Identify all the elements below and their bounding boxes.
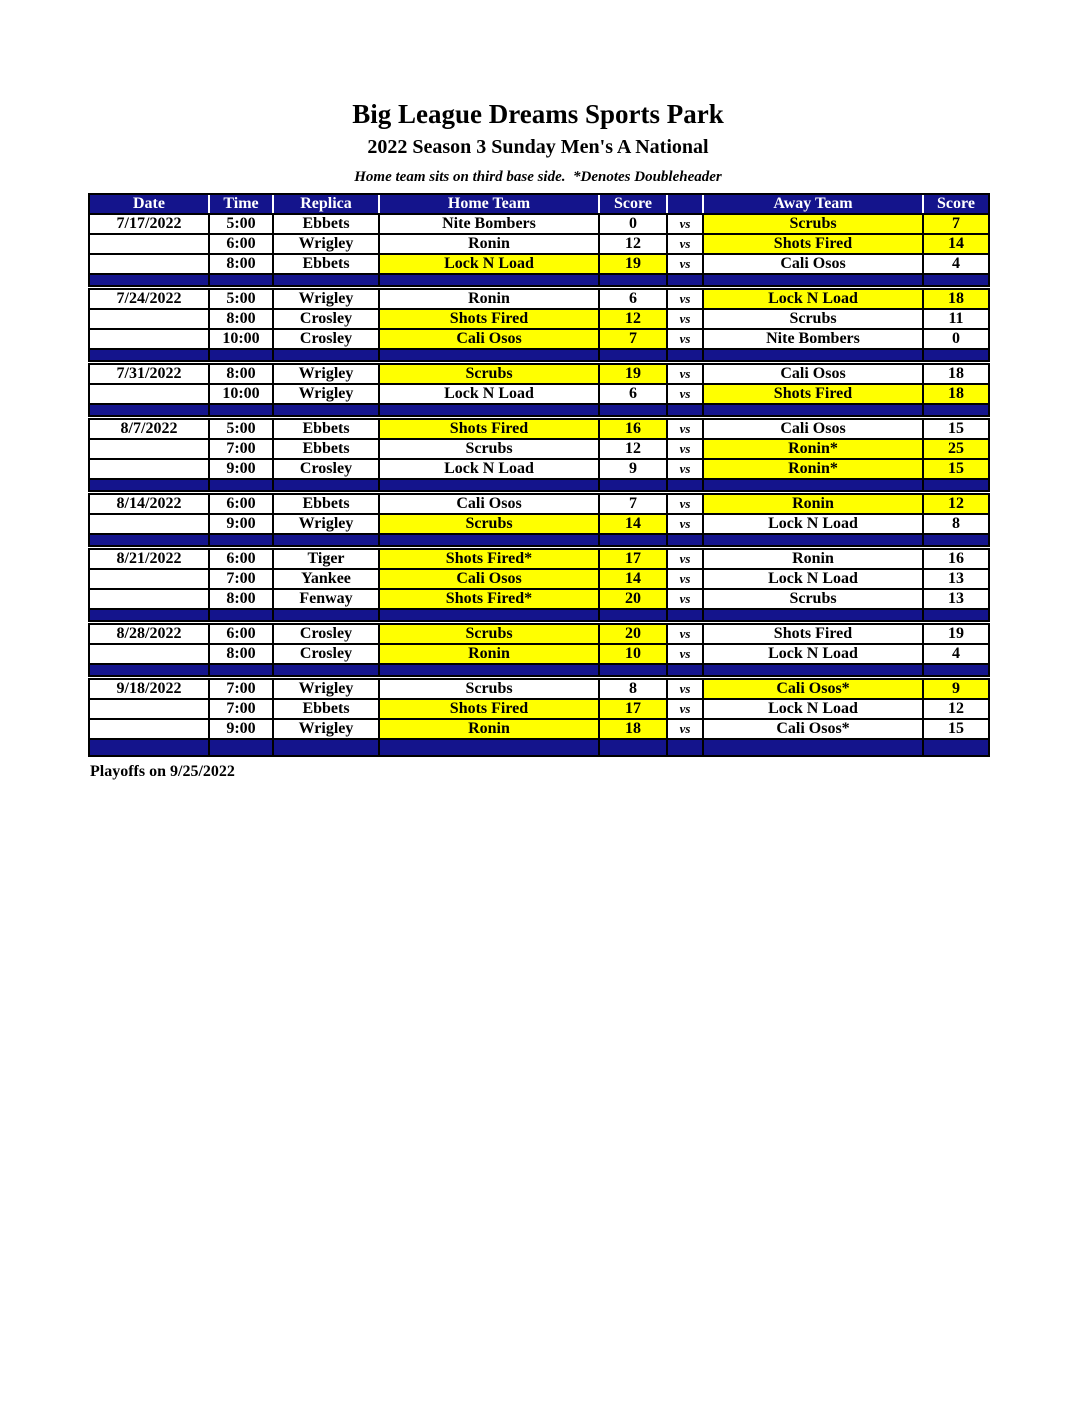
separator-row-cell [209, 739, 273, 756]
separator-row-cell [667, 404, 703, 416]
separator-row-cell [273, 404, 379, 416]
replica-cell: Wrigley [273, 384, 379, 404]
separator-row-cell [599, 664, 667, 676]
separator-row-cell [209, 274, 273, 286]
away-team-cell: Shots Fired [703, 234, 923, 254]
time-cell: 5:00 [209, 214, 273, 234]
away-team-cell: Cali Osos* [703, 719, 923, 739]
separator-row-cell [599, 274, 667, 286]
replica-cell: Wrigley [273, 364, 379, 384]
separator-row-cell [379, 609, 599, 621]
date-cell [89, 514, 209, 534]
schedule-table [88, 193, 990, 757]
away-score-cell: 11 [923, 309, 989, 329]
away-score-cell: 13 [923, 569, 989, 589]
separator-row-cell [209, 664, 273, 676]
vs-cell: vs [667, 719, 703, 739]
separator-row-cell [667, 349, 703, 361]
separator-row-cell [379, 739, 599, 756]
title-block [88, 100, 988, 186]
game-row [89, 699, 989, 719]
replica-cell: Wrigley [273, 289, 379, 309]
separator-row-cell [273, 349, 379, 361]
away-team-cell: Ronin [703, 494, 923, 514]
game-row [89, 589, 989, 609]
away-team-cell: Shots Fired [703, 624, 923, 644]
away-team-cell: Cali Osos [703, 364, 923, 384]
separator-row-cell [599, 479, 667, 491]
home-team-cell: Lock N Load [379, 384, 599, 404]
time-cell: 8:00 [209, 309, 273, 329]
separator-row-cell [379, 534, 599, 546]
replica-cell: Ebbets [273, 419, 379, 439]
separator-row-cell [703, 349, 923, 361]
vs-cell: vs [667, 329, 703, 349]
separator-row [89, 404, 989, 416]
replica-cell: Crosley [273, 644, 379, 664]
away-score-cell: 15 [923, 419, 989, 439]
separator-row-cell [89, 664, 209, 676]
table-header-row [89, 194, 989, 214]
away-team-cell: Scrubs [703, 309, 923, 329]
vs-cell: vs [667, 459, 703, 479]
away-score-cell: 18 [923, 384, 989, 404]
vs-cell: vs [667, 214, 703, 234]
separator-row [89, 664, 989, 676]
separator-row-cell [89, 609, 209, 621]
separator-row-cell [923, 479, 989, 491]
game-row [89, 384, 989, 404]
date-cell [89, 439, 209, 459]
away-team-cell: Lock N Load [703, 514, 923, 534]
home-score-cell: 17 [599, 549, 667, 569]
separator-row-cell [667, 274, 703, 286]
home-team-cell: Shots Fired* [379, 589, 599, 609]
home-team-cell: Cali Osos [379, 569, 599, 589]
home-score-cell: 14 [599, 569, 667, 589]
separator-row-cell [379, 664, 599, 676]
replica-cell: Yankee [273, 569, 379, 589]
home-score-cell: 12 [599, 439, 667, 459]
date-cell [89, 329, 209, 349]
time-cell: 10:00 [209, 384, 273, 404]
time-cell: 9:00 [209, 459, 273, 479]
col-header-away-team: Away Team [703, 194, 923, 214]
col-header-home-score: Score [599, 194, 667, 214]
separator-row-cell [667, 479, 703, 491]
separator-row-cell [89, 274, 209, 286]
replica-cell: Ebbets [273, 439, 379, 459]
separator-row [89, 479, 989, 491]
separator-row-cell [89, 404, 209, 416]
away-score-cell: 8 [923, 514, 989, 534]
home-team-cell: Lock N Load [379, 254, 599, 274]
vs-cell: vs [667, 514, 703, 534]
replica-cell: Fenway [273, 589, 379, 609]
home-team-cell: Scrubs [379, 624, 599, 644]
separator-row-cell [209, 534, 273, 546]
game-row [89, 459, 989, 479]
away-score-cell: 15 [923, 719, 989, 739]
time-cell: 6:00 [209, 234, 273, 254]
vs-cell: vs [667, 364, 703, 384]
separator-row-cell [703, 739, 923, 756]
away-team-cell: Ronin* [703, 439, 923, 459]
home-score-cell: 12 [599, 309, 667, 329]
date-cell [89, 644, 209, 664]
vs-cell: vs [667, 384, 703, 404]
game-row [89, 439, 989, 459]
schedule-body [89, 214, 989, 756]
game-row [89, 679, 989, 699]
separator-row-cell [703, 274, 923, 286]
vs-cell: vs [667, 569, 703, 589]
separator-row-cell [923, 534, 989, 546]
home-team-cell: Ronin [379, 289, 599, 309]
col-header-away-score: Score [923, 194, 989, 214]
separator-row-cell [599, 349, 667, 361]
home-team-cell: Nite Bombers [379, 214, 599, 234]
game-row [89, 254, 989, 274]
date-cell: 8/7/2022 [89, 419, 209, 439]
separator-row-cell [273, 534, 379, 546]
home-score-cell: 16 [599, 419, 667, 439]
home-team-cell: Shots Fired [379, 419, 599, 439]
separator-row [89, 609, 989, 621]
replica-cell: Crosley [273, 624, 379, 644]
separator-row-cell [273, 479, 379, 491]
date-cell: 8/28/2022 [89, 624, 209, 644]
playoffs-note: Playoffs on 9/25/2022 [90, 762, 235, 780]
home-team-cell: Ronin [379, 719, 599, 739]
separator-row-cell [379, 404, 599, 416]
game-row [89, 234, 989, 254]
time-cell: 8:00 [209, 644, 273, 664]
separator-row-cell [599, 404, 667, 416]
home-score-cell: 7 [599, 494, 667, 514]
vs-cell: vs [667, 589, 703, 609]
away-score-cell: 13 [923, 589, 989, 609]
home-score-cell: 18 [599, 719, 667, 739]
away-team-cell: Scrubs [703, 214, 923, 234]
away-score-cell: 0 [923, 329, 989, 349]
replica-cell: Ebbets [273, 254, 379, 274]
date-cell [89, 699, 209, 719]
date-cell [89, 589, 209, 609]
game-row [89, 329, 989, 349]
game-row [89, 364, 989, 384]
home-team-cell: Shots Fired* [379, 549, 599, 569]
home-score-cell: 6 [599, 384, 667, 404]
away-team-cell: Cali Osos [703, 254, 923, 274]
separator-row-cell [599, 739, 667, 756]
time-cell: 6:00 [209, 494, 273, 514]
home-team-cell: Cali Osos [379, 329, 599, 349]
home-team-cell: Shots Fired [379, 309, 599, 329]
home-team-cell: Scrubs [379, 514, 599, 534]
separator-row-cell [89, 739, 209, 756]
home-score-cell: 7 [599, 329, 667, 349]
away-team-cell: Lock N Load [703, 569, 923, 589]
home-score-cell: 17 [599, 699, 667, 719]
vs-cell: vs [667, 439, 703, 459]
home-team-cell: Ronin [379, 234, 599, 254]
separator-row-cell [703, 609, 923, 621]
away-score-cell: 7 [923, 214, 989, 234]
replica-cell: Wrigley [273, 234, 379, 254]
date-cell: 7/17/2022 [89, 214, 209, 234]
col-header-date: Date [89, 194, 209, 214]
separator-row-cell [273, 739, 379, 756]
replica-cell: Ebbets [273, 494, 379, 514]
separator-row-cell [273, 609, 379, 621]
page-title: Big League Dreams Sports Park [352, 99, 724, 129]
vs-cell: vs [667, 254, 703, 274]
separator-row [89, 534, 989, 546]
game-row [89, 214, 989, 234]
date-cell [89, 234, 209, 254]
vs-cell: vs [667, 234, 703, 254]
away-team-cell: Nite Bombers [703, 329, 923, 349]
separator-row [89, 739, 989, 756]
date-cell: 9/18/2022 [89, 679, 209, 699]
separator-row-cell [923, 609, 989, 621]
away-score-cell: 4 [923, 644, 989, 664]
time-cell: 7:00 [209, 699, 273, 719]
time-cell: 7:00 [209, 679, 273, 699]
time-cell: 7:00 [209, 569, 273, 589]
separator-row-cell [379, 274, 599, 286]
away-score-cell: 18 [923, 364, 989, 384]
away-team-cell: Lock N Load [703, 644, 923, 664]
away-team-cell: Cali Osos* [703, 679, 923, 699]
home-team-note: Home team sits on third base side. *Denotes Doubleheader [354, 168, 722, 185]
vs-cell: vs [667, 309, 703, 329]
home-team-cell: Lock N Load [379, 459, 599, 479]
game-row [89, 514, 989, 534]
separator-row-cell [667, 534, 703, 546]
date-cell [89, 254, 209, 274]
away-score-cell: 19 [923, 624, 989, 644]
home-score-cell: 10 [599, 644, 667, 664]
away-team-cell: Cali Osos [703, 419, 923, 439]
replica-cell: Wrigley [273, 514, 379, 534]
replica-cell: Ebbets [273, 699, 379, 719]
home-score-cell: 12 [599, 234, 667, 254]
separator-row-cell [667, 664, 703, 676]
separator-row-cell [379, 349, 599, 361]
separator-row-cell [273, 664, 379, 676]
home-team-cell: Ronin [379, 644, 599, 664]
separator-row-cell [703, 479, 923, 491]
separator-row-cell [923, 739, 989, 756]
vs-cell: vs [667, 644, 703, 664]
separator-row-cell [923, 404, 989, 416]
away-team-cell: Ronin* [703, 459, 923, 479]
separator-row-cell [703, 664, 923, 676]
date-cell [89, 719, 209, 739]
separator-row [89, 349, 989, 361]
date-cell [89, 309, 209, 329]
vs-cell: vs [667, 679, 703, 699]
time-cell: 8:00 [209, 364, 273, 384]
away-score-cell: 14 [923, 234, 989, 254]
home-team-cell: Scrubs [379, 364, 599, 384]
home-score-cell: 6 [599, 289, 667, 309]
vs-cell: vs [667, 549, 703, 569]
home-score-cell: 0 [599, 214, 667, 234]
date-cell: 7/31/2022 [89, 364, 209, 384]
away-score-cell: 18 [923, 289, 989, 309]
game-row [89, 309, 989, 329]
page-subtitle: 2022 Season 3 Sunday Men's A National [367, 135, 709, 158]
game-row [89, 719, 989, 739]
date-cell [89, 569, 209, 589]
col-header-home-team: Home Team [379, 194, 599, 214]
home-score-cell: 19 [599, 254, 667, 274]
separator-row-cell [667, 609, 703, 621]
time-cell: 8:00 [209, 589, 273, 609]
vs-cell: vs [667, 699, 703, 719]
separator-row-cell [209, 609, 273, 621]
time-cell: 9:00 [209, 514, 273, 534]
home-team-cell: Cali Osos [379, 494, 599, 514]
replica-cell: Crosley [273, 309, 379, 329]
game-row [89, 494, 989, 514]
vs-cell: vs [667, 289, 703, 309]
time-cell: 5:00 [209, 419, 273, 439]
date-cell [89, 459, 209, 479]
separator-row-cell [89, 534, 209, 546]
replica-cell: Wrigley [273, 719, 379, 739]
date-cell: 8/21/2022 [89, 549, 209, 569]
separator-row-cell [209, 479, 273, 491]
home-score-cell: 20 [599, 624, 667, 644]
away-score-cell: 12 [923, 699, 989, 719]
separator-row-cell [923, 274, 989, 286]
separator-row-cell [599, 609, 667, 621]
separator-row-cell [923, 664, 989, 676]
time-cell: 6:00 [209, 624, 273, 644]
separator-row-cell [273, 274, 379, 286]
home-team-cell: Scrubs [379, 679, 599, 699]
col-header-vs [667, 194, 703, 214]
game-row [89, 289, 989, 309]
home-score-cell: 8 [599, 679, 667, 699]
home-team-cell: Scrubs [379, 439, 599, 459]
col-header-time: Time [209, 194, 273, 214]
home-score-cell: 14 [599, 514, 667, 534]
separator-row-cell [703, 404, 923, 416]
home-score-cell: 20 [599, 589, 667, 609]
separator-row-cell [599, 534, 667, 546]
separator-row-cell [703, 534, 923, 546]
separator-row-cell [89, 479, 209, 491]
game-row [89, 569, 989, 589]
replica-cell: Wrigley [273, 679, 379, 699]
away-team-cell: Lock N Load [703, 289, 923, 309]
separator-row-cell [667, 739, 703, 756]
replica-cell: Ebbets [273, 214, 379, 234]
separator-row-cell [379, 479, 599, 491]
home-score-cell: 19 [599, 364, 667, 384]
separator-row [89, 274, 989, 286]
separator-row-cell [209, 404, 273, 416]
time-cell: 5:00 [209, 289, 273, 309]
col-header-replica: Replica [273, 194, 379, 214]
replica-cell: Tiger [273, 549, 379, 569]
separator-row-cell [209, 349, 273, 361]
away-score-cell: 16 [923, 549, 989, 569]
away-score-cell: 4 [923, 254, 989, 274]
game-row [89, 419, 989, 439]
replica-cell: Crosley [273, 459, 379, 479]
game-row [89, 644, 989, 664]
date-cell [89, 384, 209, 404]
separator-row-cell [89, 349, 209, 361]
home-score-cell: 9 [599, 459, 667, 479]
vs-cell: vs [667, 494, 703, 514]
away-score-cell: 12 [923, 494, 989, 514]
away-team-cell: Lock N Load [703, 699, 923, 719]
date-cell: 8/14/2022 [89, 494, 209, 514]
away-score-cell: 9 [923, 679, 989, 699]
time-cell: 10:00 [209, 329, 273, 349]
away-team-cell: Scrubs [703, 589, 923, 609]
date-cell: 7/24/2022 [89, 289, 209, 309]
time-cell: 7:00 [209, 439, 273, 459]
time-cell: 9:00 [209, 719, 273, 739]
vs-cell: vs [667, 419, 703, 439]
replica-cell: Crosley [273, 329, 379, 349]
away-team-cell: Shots Fired [703, 384, 923, 404]
game-row [89, 624, 989, 644]
time-cell: 6:00 [209, 549, 273, 569]
home-team-cell: Shots Fired [379, 699, 599, 719]
time-cell: 8:00 [209, 254, 273, 274]
away-score-cell: 25 [923, 439, 989, 459]
away-team-cell: Ronin [703, 549, 923, 569]
separator-row-cell [923, 349, 989, 361]
vs-cell: vs [667, 624, 703, 644]
away-score-cell: 15 [923, 459, 989, 479]
game-row [89, 549, 989, 569]
